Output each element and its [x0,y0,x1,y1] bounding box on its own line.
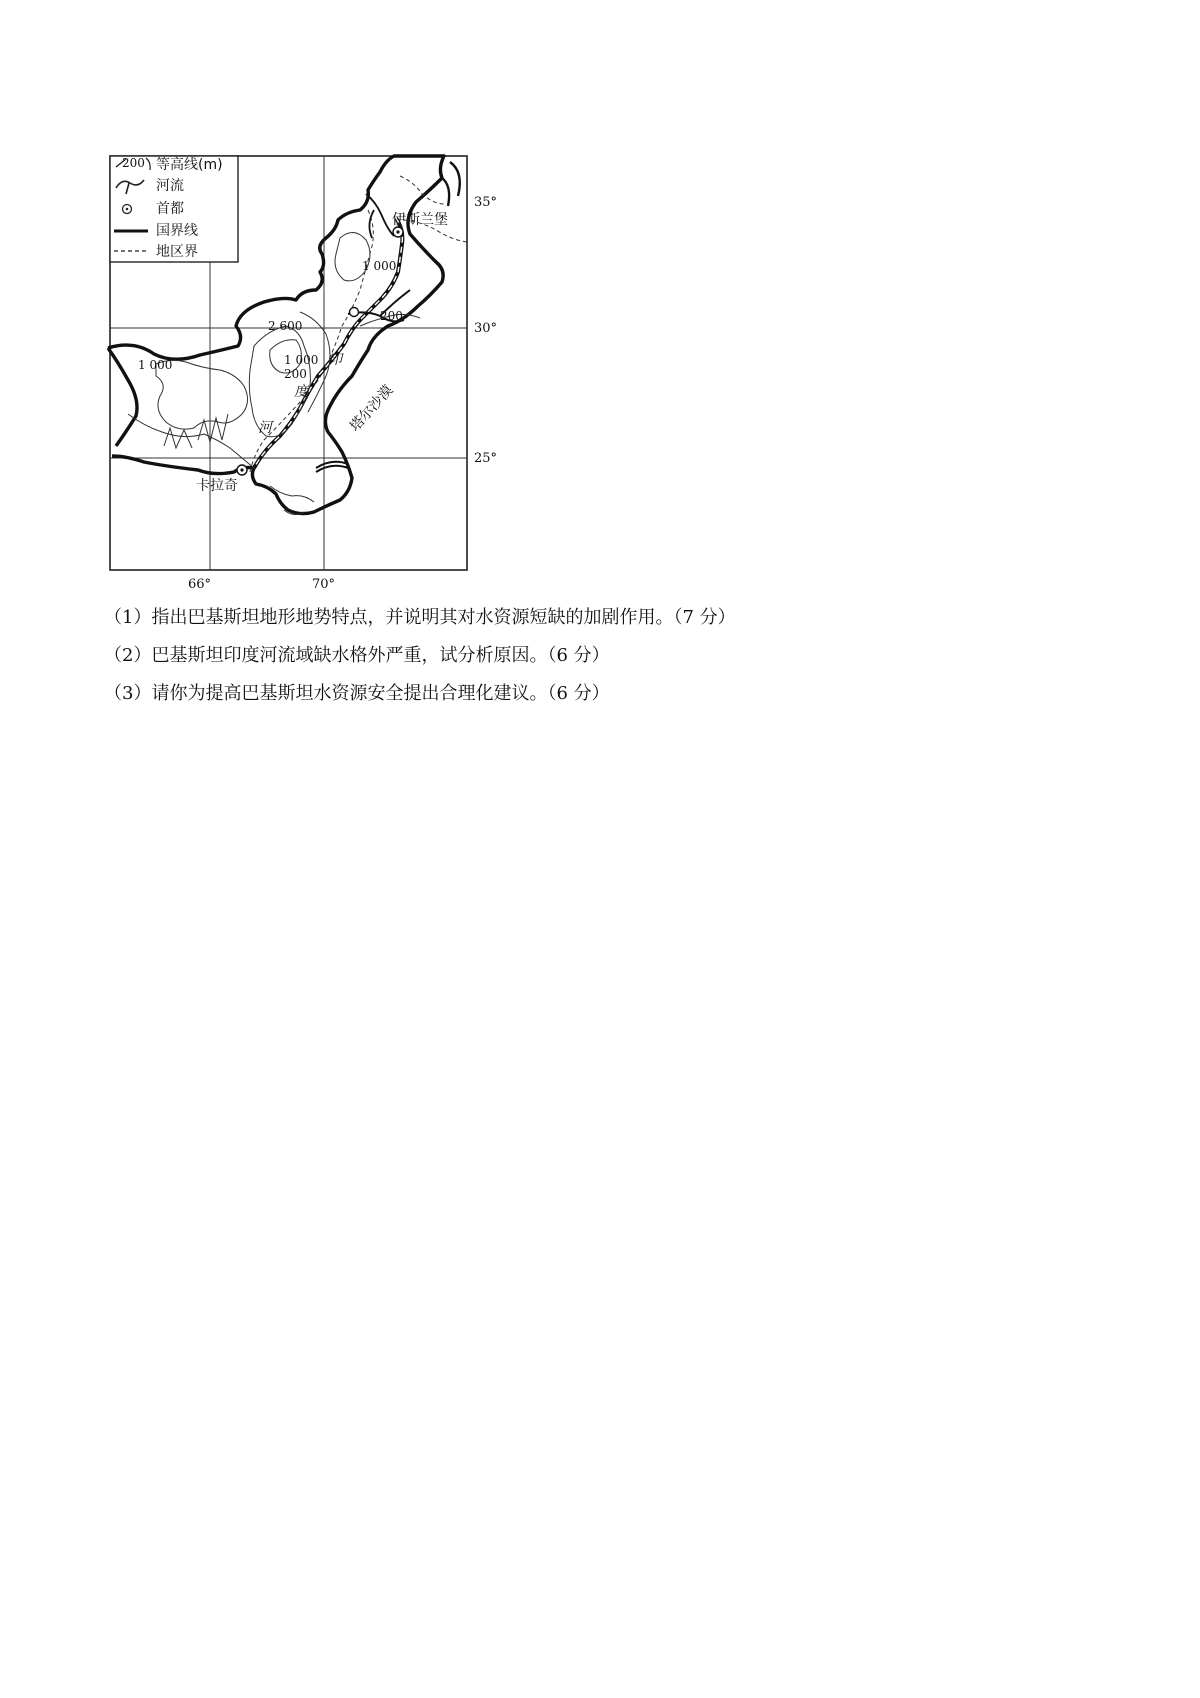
latitude-label-35: 35° [474,195,498,210]
contour-label-1000-mid: 1 000 [284,353,319,367]
contour-label-2600: 2 600 [268,319,303,333]
latitude-label-25: 25° [474,451,498,466]
contour-line-200-west [128,414,254,468]
indus-label-1: 印 [328,352,342,368]
legend-contour-label: 等高线(m) [156,157,223,173]
indus-label-2: 度 [294,384,308,400]
contour-label-200-mid: 200 [284,367,307,381]
contour-label-1000-north: 1 000 [362,259,397,273]
indus-label-3: 河 [258,420,272,436]
lahore-marker [350,308,359,317]
contour-label-200-north: 200 [380,309,403,323]
map-svg [104,150,524,590]
karachi-label: 卡拉奇 [196,478,238,494]
karachi-marker [237,465,247,475]
river-north [366,194,394,238]
legend-capital-label: 首都 [156,201,184,217]
islamabad-marker [393,227,403,237]
question-2: （2）巴基斯坦印度河流域缺水格外严重，试分析原因。（6 分） [104,645,610,666]
longitude-label-66: 66° [188,577,212,590]
question-3: （3）请你为提高巴基斯坦水资源安全提出合理化建议。（6 分） [104,683,610,704]
legend-river-label: 河流 [156,178,184,194]
islamabad-label: 伊斯兰堡 [392,212,448,228]
ridge-lines [164,414,228,448]
legend-region-label: 地区界 [156,244,198,260]
question-list [104,606,1104,720]
thar-boundary-double [316,462,348,472]
thar-desert-label: 塔尔沙漠 [347,382,397,435]
legend-border-label: 国界线 [156,223,198,239]
legend-contour-sample: 200 [122,156,145,170]
contour-label-1000-west: 1 000 [138,358,173,372]
afghan-border-west [108,348,137,446]
latitude-label-30: 30° [474,321,498,336]
longitude-label-70: 70° [312,577,336,590]
pakistan-map-figure [104,150,524,590]
question-1: （1）指出巴基斯坦地形地势特点，并说明其对水资源短缺的加剧作用。（7 分） [104,607,736,628]
